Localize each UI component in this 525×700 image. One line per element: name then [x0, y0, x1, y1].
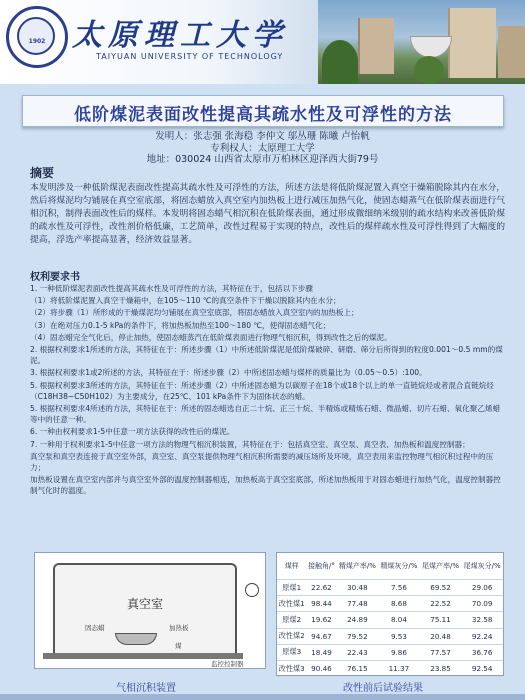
table-header: 精煤灰分/%	[378, 553, 420, 580]
table-cell: 69.52	[420, 580, 462, 596]
table-cell: 8.04	[378, 612, 420, 628]
table-cell: 22.43	[337, 644, 379, 660]
table-cell: 90.46	[306, 660, 336, 676]
table-cell: 92.24	[461, 628, 503, 644]
table-cell: 9.86	[378, 644, 420, 660]
title-bar	[22, 95, 504, 127]
campus-photo	[318, 0, 525, 84]
deposition-apparatus-figure	[34, 552, 266, 669]
table-cell: 23.85	[420, 660, 462, 676]
claim-item: （1）将低阶煤泥置入真空干燥箱中，在105～110 ℃的真空条件下干燥以脱除其内在水分；	[30, 296, 341, 306]
table-cell: 19.62	[306, 612, 336, 628]
table-cell: 92.54	[461, 660, 503, 676]
university-name-en: TAIYUAN UNIVERSITY OF TECHNOLOGY	[96, 52, 284, 61]
table-header: 尾煤灰分/%	[461, 553, 503, 580]
seal-year: 1902	[28, 38, 46, 45]
table-cell: 7.56	[378, 580, 420, 596]
table-cell: 9.53	[378, 628, 420, 644]
claim-item: 1. 一种低阶煤泥表面改性提高其疏水性及可浮性的方法，其特征在于，包括以下步骤	[30, 284, 314, 293]
figure-label-coal: 煤	[175, 642, 182, 650]
table-cell: 改性煤3	[277, 660, 306, 676]
table-row	[277, 644, 503, 660]
table-header: 尾煤产率/%	[420, 553, 462, 580]
table-cell: 75.11	[420, 612, 462, 628]
table-row	[277, 628, 503, 644]
table-cell: 24.89	[337, 612, 379, 628]
claim-item: 5. 根据权利要求3所述的方法，其特征在于：所述步骤（2）中所述固态蜡为以碳原子在18个或18个以上的单一直链烷烃或者混合直链烷烃（C18H38~C50H102）为主要成分，在25℃、101 kPa条件下为固体状态的蜡。	[30, 380, 494, 401]
chamber-label: 真空室	[126, 597, 163, 611]
claims-heading: 权利要求书	[30, 272, 80, 283]
table-row	[277, 580, 503, 596]
results-table	[277, 553, 503, 677]
pressure-gauge-icon	[245, 583, 259, 597]
claim-item: 6. 一种由权利要求1-5中任意一项方法获得的改性后的煤泥。	[30, 427, 235, 437]
results-table-panel	[276, 552, 504, 676]
claim-item: （2）将步骤（1）所形成的干燥煤泥均匀铺展在真空室底部，将固态蜡放入真空室内的加热板上；	[30, 308, 359, 318]
table-cell: 36.76	[461, 644, 503, 660]
university-name-cn: 太原理工大学	[72, 18, 288, 53]
footer-divider	[0, 694, 525, 700]
abstract-text	[30, 182, 506, 247]
table-header: 煤样	[277, 553, 306, 580]
table-cell: 改性煤1	[277, 596, 306, 612]
table-cell: 79.52	[337, 628, 379, 644]
table-cell: 22.52	[420, 596, 462, 612]
table-cell: 原煤1	[277, 580, 306, 596]
table-row	[277, 596, 503, 612]
address: 地址：030024 山西省太原市万柏林区迎泽西大街79号	[146, 154, 379, 165]
figure-label-controller: 监控控制器	[211, 660, 244, 668]
figure-label-wax: 固态蜡	[85, 624, 105, 632]
university-seal-icon	[6, 6, 68, 68]
table-cell: 32.58	[461, 612, 503, 628]
figure-caption: 气相沉积装置	[116, 683, 176, 694]
table-cell: 11.37	[378, 660, 420, 676]
heating-boat-shape	[115, 633, 157, 645]
table-caption: 改性前后试验结果	[343, 683, 423, 694]
claims-list	[30, 283, 506, 498]
table-cell: 70.09	[461, 596, 503, 612]
table-header: 接触角/°	[306, 553, 336, 580]
patentee: 专利权人：太原理工大学	[210, 143, 315, 154]
table-cell: 76.15	[337, 660, 379, 676]
table-cell: 77.48	[337, 596, 379, 612]
table-cell: 原煤2	[277, 612, 306, 628]
claim-item: 7. 一种用于权利要求1-5中任意一项方法的物理气相沉积装置，其特征在于：包括真空室、真空泵、真空表、加热板和温度控制器；	[30, 439, 470, 449]
claim-item: （4）固态蜡完全气化后，停止加热，使固态蜡蒸汽在低阶煤表面进行物理气相沉积，得到改性之后的煤泥。	[30, 332, 392, 342]
table-row	[277, 660, 503, 676]
claim-item: 真空泵和真空表连接于真空室外部，真空室、真空泵提供物理气相沉积所需要的减压场所及环境，真空表用来监控物理气相沉积过程中的压力；	[30, 451, 494, 473]
figure-label-heater: 加热板	[169, 624, 189, 632]
table-cell: 94.67	[306, 628, 336, 644]
table-cell: 98.44	[306, 596, 336, 612]
table-header: 精煤产率/%	[337, 553, 379, 580]
table-cell: 22.62	[306, 580, 336, 596]
claim-item: （3）在绝对压力0.1-5 kPa的条件下，将加热板加热至100～180 ℃，使得固态蜡气化；	[30, 320, 331, 330]
table-header-row	[277, 553, 503, 580]
claim-item: 5. 根据权利要求4所述的方法，其特征在于：所述的固态蜡选自正二十烷、正三十烷、半精炼或精炼石蜡、微晶蜡、切片石蜡、氧化聚乙烯蜡等中的任意一种。	[30, 404, 501, 425]
header-banner	[0, 0, 525, 84]
table-cell: 30.48	[337, 580, 379, 596]
table-cell: 20.48	[420, 628, 462, 644]
claim-item: 2. 根据权利要求1所述的方法，其特征在于：所述步骤（1）中所述低阶煤泥是低阶煤破碎、研磨、筛分后所得到的粒度0.001～0.5 mm的煤泥。	[30, 345, 503, 366]
table-cell: 29.06	[461, 580, 503, 596]
claim-item: 加热板设置在真空室内部并与真空室外部的温度控制器相连，加热板高于真空室底部，所述加热板用于对固态蜡进行加热气化，温度控制器控制气化时的温度。	[30, 475, 501, 496]
table-row	[277, 612, 503, 628]
abstract-heading: 摘要	[30, 166, 55, 180]
table-cell: 8.68	[378, 596, 420, 612]
inventors: 发明人：张志强 张海稳 李仲文 邬丛珊 陈曦 卢怡帆	[155, 131, 370, 142]
page-title: 低阶煤泥表面改性提高其疏水性及可浮性的方法	[74, 105, 452, 125]
table-cell: 原煤3	[277, 644, 306, 660]
table-cell: 77.57	[420, 644, 462, 660]
table-cell: 18.49	[306, 644, 336, 660]
table-cell: 改性煤2	[277, 628, 306, 644]
abstract-paragraph: 本发明涉及一种低阶煤泥表面改性提高其疏水性及可浮性的方法，所述方法是将低阶煤泥置入真空干燥箱脱除其内在水分，然后将煤泥均匀铺展在真空室底部，将固态蜡放入真空室内加热板上进行减压加热气化，使固态蜡蒸气在低阶煤表面进行气相沉积，制得表面改性后的煤样。本发明将固态蜡气相沉积在低阶煤表面，通过形成微细纳米级别的疏水结构来改善低阶煤的疏水性及可浮性，改性剂价格低廉，工艺简单，改性过程易于实现的特点，改性后的煤样疏水性及可浮性得到了大幅度的提高，浮选产率提高显著，经济效益显著。	[30, 183, 506, 245]
claim-item: 3. 根据权利要求1或2所述的方法，其特征在于：所述步骤（2）中所述固态蜡与煤样的质量比为（0.05～0.5）:100。	[30, 368, 427, 378]
